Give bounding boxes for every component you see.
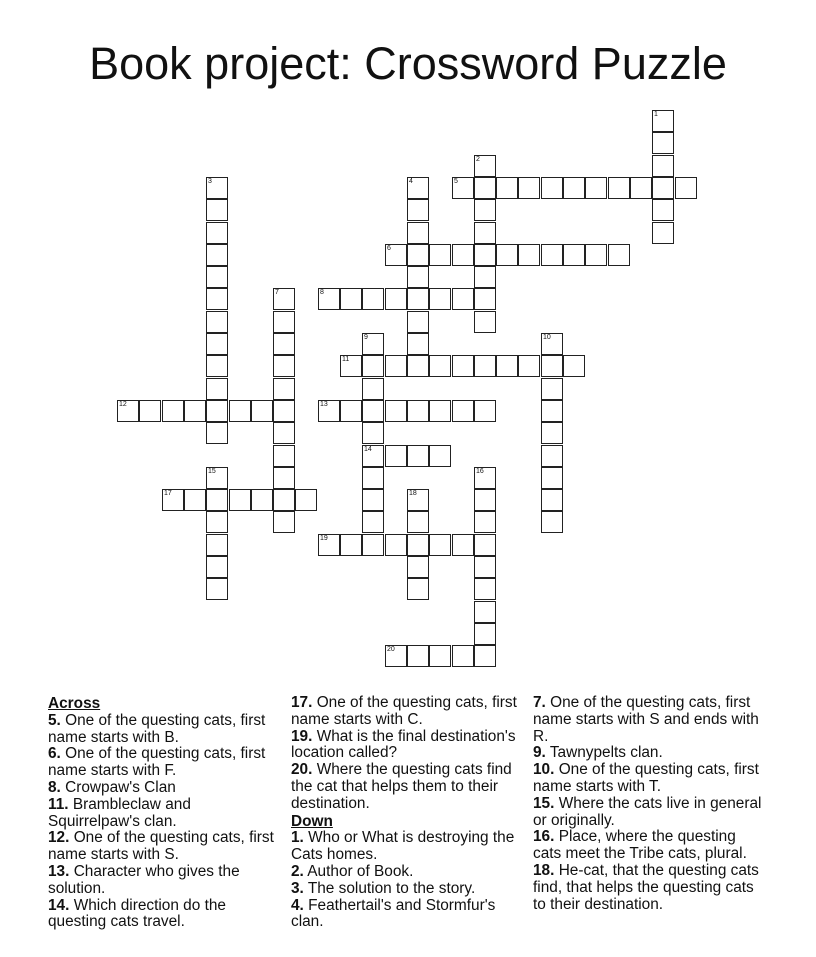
- grid-cell[interactable]: [318, 534, 340, 556]
- grid-cell[interactable]: [474, 467, 496, 489]
- grid-cell[interactable]: [117, 400, 139, 422]
- grid-cell[interactable]: [251, 489, 273, 511]
- clue-across-8: [48, 780, 283, 797]
- grid-cell[interactable]: [652, 199, 674, 221]
- clue-number: 2.: [291, 862, 304, 880]
- grid-cell[interactable]: [229, 400, 251, 422]
- cell-number: 12: [119, 401, 127, 408]
- clue-number: 10.: [533, 761, 555, 779]
- grid-cell[interactable]: [474, 266, 496, 288]
- clue-number: 7.: [533, 694, 546, 711]
- grid-cell[interactable]: [385, 244, 407, 266]
- clue-down-7: [533, 695, 768, 745]
- cell-number: 2: [476, 156, 480, 163]
- clue-number: 5.: [48, 711, 61, 729]
- cell-number: 3: [208, 178, 212, 185]
- grid-cell[interactable]: [608, 177, 630, 199]
- grid-cell[interactable]: [206, 534, 228, 556]
- clue-text: One of the questing cats, first name starts with C.: [291, 694, 517, 728]
- grid-cell[interactable]: [385, 288, 407, 310]
- grid-cell[interactable]: [541, 511, 563, 533]
- clue-text: He-cat, that the questing cats find, that helps the questing cats to their destination.: [533, 861, 759, 913]
- cell-number: 19: [320, 535, 328, 542]
- grid-cell[interactable]: [407, 311, 429, 333]
- grid-cell[interactable]: [541, 422, 563, 444]
- grid-cell[interactable]: [541, 489, 563, 511]
- grid-cell[interactable]: [496, 244, 518, 266]
- grid-cell[interactable]: [452, 400, 474, 422]
- grid-cell[interactable]: [675, 177, 697, 199]
- clue-number: 8.: [48, 778, 61, 796]
- grid-cell[interactable]: [407, 244, 429, 266]
- grid-cell[interactable]: [407, 288, 429, 310]
- grid-cell[interactable]: [474, 578, 496, 600]
- clue-number: 12.: [48, 829, 70, 847]
- cell-number: 4: [409, 178, 413, 185]
- grid-cell[interactable]: [206, 355, 228, 377]
- clue-column-3: [533, 695, 768, 913]
- grid-cell[interactable]: [206, 422, 228, 444]
- grid-cell[interactable]: [407, 645, 429, 667]
- grid-cell[interactable]: [206, 556, 228, 578]
- grid-cell[interactable]: [407, 445, 429, 467]
- cell-number: 6: [387, 245, 391, 252]
- grid-cell[interactable]: [362, 422, 384, 444]
- grid-cell[interactable]: [385, 534, 407, 556]
- grid-cell[interactable]: [206, 467, 228, 489]
- grid-cell[interactable]: [429, 355, 451, 377]
- grid-cell[interactable]: [452, 534, 474, 556]
- grid-cell[interactable]: [474, 511, 496, 533]
- grid-cell[interactable]: [273, 355, 295, 377]
- grid-cell[interactable]: [273, 422, 295, 444]
- cell-number: 7: [275, 289, 279, 296]
- clue-number: 17.: [291, 694, 313, 711]
- clue-across-11: [48, 797, 283, 831]
- cell-number: 1: [654, 111, 658, 118]
- clue-text: Author of Book.: [307, 862, 414, 880]
- grid-cell[interactable]: [652, 222, 674, 244]
- grid-cell[interactable]: [251, 400, 273, 422]
- grid-cell[interactable]: [474, 155, 496, 177]
- grid-cell[interactable]: [206, 333, 228, 355]
- grid-cell[interactable]: [407, 199, 429, 221]
- clue-text: The solution to the story.: [307, 879, 476, 897]
- clue-down-3: [291, 881, 526, 898]
- grid-cell[interactable]: [362, 400, 384, 422]
- grid-cell[interactable]: [340, 288, 362, 310]
- clue-number: 4.: [291, 896, 304, 914]
- grid-cell[interactable]: [518, 244, 540, 266]
- grid-cell[interactable]: [340, 534, 362, 556]
- grid-cell[interactable]: [206, 222, 228, 244]
- grid-cell[interactable]: [362, 511, 384, 533]
- cell-number: 5: [454, 178, 458, 185]
- grid-cell[interactable]: [474, 489, 496, 511]
- grid-cell[interactable]: [385, 445, 407, 467]
- grid-cell[interactable]: [474, 556, 496, 578]
- grid-cell[interactable]: [273, 288, 295, 310]
- clue-across-5: [48, 713, 283, 747]
- grid-cell[interactable]: [206, 266, 228, 288]
- clue-text: One of the questing cats, first name starts with B.: [48, 711, 266, 746]
- grid-cell[interactable]: [295, 489, 317, 511]
- cell-number: 8: [320, 289, 324, 296]
- grid-cell[interactable]: [340, 355, 362, 377]
- clue-down-4: [291, 898, 526, 932]
- cell-number: 11: [342, 356, 350, 363]
- grid-cell[interactable]: [563, 355, 585, 377]
- grid-cell[interactable]: [496, 177, 518, 199]
- clue-text: Which direction do the questing cats travel.: [48, 896, 226, 931]
- grid-cell[interactable]: [563, 244, 585, 266]
- grid-cell[interactable]: [162, 400, 184, 422]
- grid-cell[interactable]: [452, 288, 474, 310]
- clue-text: Character who gives the solution.: [48, 862, 240, 897]
- grid-cell[interactable]: [273, 467, 295, 489]
- grid-cell[interactable]: [385, 355, 407, 377]
- clue-across-12: [48, 830, 283, 864]
- clue-number: 3.: [291, 879, 304, 897]
- clue-down-15: [533, 796, 768, 830]
- grid-cell[interactable]: [474, 244, 496, 266]
- grid-cell[interactable]: [407, 177, 429, 199]
- grid-cell[interactable]: [206, 511, 228, 533]
- grid-cell[interactable]: [429, 445, 451, 467]
- across-heading: Across: [48, 695, 101, 712]
- clue-column-1: [48, 695, 283, 931]
- clue-text: What is the final destination's location called?: [291, 727, 516, 762]
- clue-number: 15.: [533, 794, 555, 812]
- clue-text: Place, where the questing cats meet the Tribe cats, plural.: [533, 828, 747, 863]
- grid-cell[interactable]: [541, 445, 563, 467]
- clue-across-17: [291, 695, 526, 729]
- clue-across-14: [48, 898, 283, 932]
- cell-number: 10: [543, 334, 551, 341]
- grid-cell[interactable]: [429, 288, 451, 310]
- grid-cell[interactable]: [474, 645, 496, 667]
- clue-text: Where the questing cats find the cat that helps them to their destination.: [291, 761, 512, 812]
- grid-cell[interactable]: [474, 288, 496, 310]
- grid-cell[interactable]: [474, 177, 496, 199]
- grid-cell[interactable]: [139, 400, 161, 422]
- page-title: Book project: Crossword Puzzle: [89, 38, 727, 89]
- grid-cell[interactable]: [541, 177, 563, 199]
- grid-cell[interactable]: [407, 511, 429, 533]
- clue-down-9: [533, 745, 768, 762]
- clue-across-20: [291, 762, 526, 812]
- grid-cell[interactable]: [273, 511, 295, 533]
- grid-cell[interactable]: [541, 355, 563, 377]
- grid-cell[interactable]: [362, 355, 384, 377]
- grid-cell[interactable]: [474, 601, 496, 623]
- clue-number: 11.: [48, 795, 69, 813]
- grid-cell[interactable]: [474, 400, 496, 422]
- clue-number: 19.: [291, 727, 313, 745]
- grid-cell[interactable]: [206, 177, 228, 199]
- grid-cell[interactable]: [162, 489, 184, 511]
- grid-cell[interactable]: [429, 534, 451, 556]
- grid-cell[interactable]: [407, 489, 429, 511]
- grid-cell[interactable]: [362, 467, 384, 489]
- grid-cell[interactable]: [206, 244, 228, 266]
- grid-cell[interactable]: [541, 467, 563, 489]
- grid-cell[interactable]: [541, 333, 563, 355]
- grid-cell[interactable]: [385, 400, 407, 422]
- grid-cell[interactable]: [407, 578, 429, 600]
- grid-cell[interactable]: [518, 177, 540, 199]
- grid-cell[interactable]: [362, 534, 384, 556]
- clue-number: 14.: [48, 896, 70, 914]
- grid-cell[interactable]: [206, 199, 228, 221]
- grid-cell[interactable]: [541, 244, 563, 266]
- grid-cell[interactable]: [318, 400, 340, 422]
- cell-number: 13: [320, 401, 328, 408]
- cell-number: 20: [387, 646, 395, 653]
- clue-down-2: [291, 864, 526, 881]
- clue-number: 18.: [533, 861, 555, 879]
- grid-cell[interactable]: [563, 177, 585, 199]
- clue-number: 9.: [533, 744, 546, 762]
- grid-cell[interactable]: [429, 244, 451, 266]
- clue-number: 1.: [291, 829, 304, 847]
- cell-number: 15: [208, 468, 216, 475]
- grid-cell[interactable]: [184, 489, 206, 511]
- grid-cell[interactable]: [474, 199, 496, 221]
- grid-cell[interactable]: [362, 288, 384, 310]
- grid-cell[interactable]: [206, 288, 228, 310]
- grid-cell[interactable]: [474, 222, 496, 244]
- clue-text: One of the questing cats, first name starts with S and ends with R.: [533, 694, 759, 745]
- grid-cell[interactable]: [541, 378, 563, 400]
- clue-column-2: [291, 695, 526, 931]
- grid-cell[interactable]: [652, 177, 674, 199]
- grid-cell[interactable]: [206, 311, 228, 333]
- grid-cell[interactable]: [474, 534, 496, 556]
- clue-number: 6.: [48, 745, 61, 763]
- clue-number: 13.: [48, 862, 70, 880]
- clue-text: One of the questing cats, first name starts with S.: [48, 829, 274, 864]
- grid-cell[interactable]: [474, 311, 496, 333]
- grid-cell[interactable]: [407, 400, 429, 422]
- grid-cell[interactable]: [474, 355, 496, 377]
- grid-cell[interactable]: [318, 288, 340, 310]
- grid-cell[interactable]: [229, 489, 251, 511]
- clue-text: One of the questing cats, first name starts with T.: [533, 761, 759, 795]
- grid-cell[interactable]: [518, 355, 540, 377]
- grid-cell[interactable]: [452, 355, 474, 377]
- clue-text: Who or What is destroying the Cats homes.: [291, 829, 515, 864]
- grid-cell[interactable]: [362, 378, 384, 400]
- clue-text: One of the questing cats, first name starts with F.: [48, 745, 266, 780]
- grid-cell[interactable]: [206, 578, 228, 600]
- cell-number: 18: [409, 490, 417, 497]
- clue-down-1: [291, 830, 526, 864]
- clue-text: Tawnypelts clan.: [549, 744, 663, 762]
- grid-cell[interactable]: [273, 445, 295, 467]
- clue-number: 20.: [291, 761, 313, 779]
- grid-cell[interactable]: [585, 177, 607, 199]
- grid-cell[interactable]: [273, 333, 295, 355]
- grid-cell[interactable]: [452, 177, 474, 199]
- clue-across-19: [291, 729, 526, 763]
- grid-cell[interactable]: [407, 333, 429, 355]
- grid-cell[interactable]: [407, 534, 429, 556]
- grid-cell[interactable]: [429, 645, 451, 667]
- grid-cell[interactable]: [206, 378, 228, 400]
- grid-cell[interactable]: [452, 244, 474, 266]
- grid-cell[interactable]: [340, 400, 362, 422]
- grid-cell[interactable]: [362, 489, 384, 511]
- grid-cell[interactable]: [630, 177, 652, 199]
- grid-cell[interactable]: [474, 623, 496, 645]
- grid-cell[interactable]: [585, 244, 607, 266]
- clue-text: Brambleclaw and Squirrelpaw's clan.: [48, 795, 191, 830]
- clue-text: Crowpaw's Clan: [65, 778, 176, 796]
- grid-cell[interactable]: [652, 110, 674, 132]
- grid-cell[interactable]: [273, 378, 295, 400]
- grid-cell[interactable]: [608, 244, 630, 266]
- clue-text: Feathertail's and Stormfur's clan.: [291, 896, 496, 931]
- grid-cell[interactable]: [206, 489, 228, 511]
- grid-cell[interactable]: [541, 400, 563, 422]
- grid-cell[interactable]: [206, 400, 228, 422]
- grid-cell[interactable]: [652, 155, 674, 177]
- grid-cell[interactable]: [452, 645, 474, 667]
- grid-cell[interactable]: [184, 400, 206, 422]
- clue-across-6: [48, 746, 283, 780]
- grid-cell[interactable]: [407, 556, 429, 578]
- grid-cell[interactable]: [273, 311, 295, 333]
- cell-number: 16: [476, 468, 484, 475]
- clue-down-18: [533, 863, 768, 913]
- grid-cell[interactable]: [407, 222, 429, 244]
- grid-cell[interactable]: [496, 355, 518, 377]
- grid-cell[interactable]: [273, 400, 295, 422]
- down-heading: Down: [291, 812, 333, 830]
- clue-number: 16.: [533, 828, 555, 846]
- grid-cell[interactable]: [362, 333, 384, 355]
- clue-text: Where the cats live in general or originally.: [533, 794, 762, 829]
- grid-cell[interactable]: [407, 266, 429, 288]
- grid-cell[interactable]: [652, 132, 674, 154]
- cell-number: 14: [364, 446, 372, 453]
- clue-across-13: [48, 864, 283, 898]
- grid-cell[interactable]: [385, 645, 407, 667]
- grid-cell[interactable]: [362, 445, 384, 467]
- cell-number: 17: [164, 490, 172, 497]
- grid-cell[interactable]: [273, 489, 295, 511]
- clue-down-10: [533, 762, 768, 796]
- grid-cell[interactable]: [407, 355, 429, 377]
- cell-number: 9: [364, 334, 368, 341]
- grid-cell[interactable]: [429, 400, 451, 422]
- clue-down-16: [533, 829, 768, 863]
